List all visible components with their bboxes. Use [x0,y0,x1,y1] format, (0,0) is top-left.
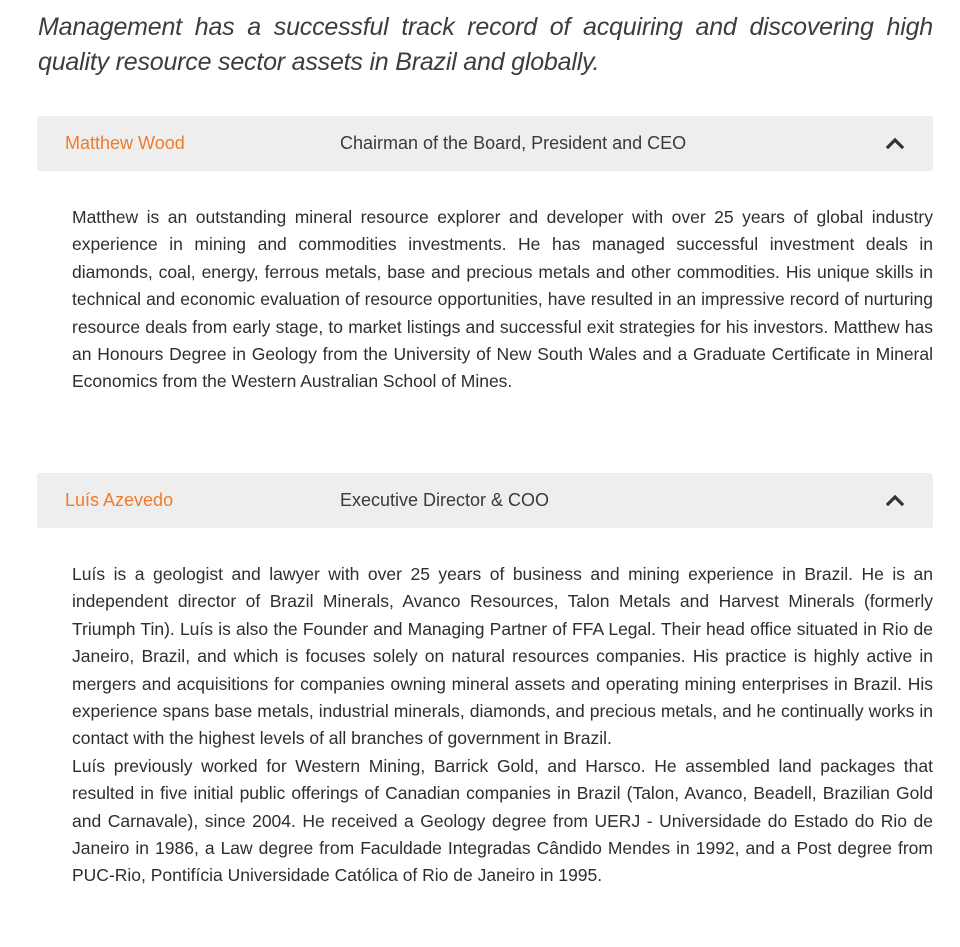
accordion-body-luis-azevedo [72,561,933,890]
person-name: Luís Azevedo [65,490,174,510]
person-title: Executive Director & COO [340,490,550,510]
person-title: Chairman of the Board, President and CEO [340,133,687,153]
bio-paragraph: Luís is a geologist and lawyer with over 25 years of business and mining experience in Brazil. He is an independent director of Brazil Minerals, Avanco Resources, Talon Metals and Harvest Minerals (formerly Triumph Tin). Luís is also the Founder and Managing Partner of FFA Legal. Their head office situated in Rio de Janeiro, Brazil, and which is focuses solely on natural resources companies. His practice is highly active in mergers and acquisitions for companies owning mineral assets and operating mining enterprises in Brazil. His experience spans base metals, industrial minerals, diamonds, and precious metals, and he continually works in contact with the highest levels of all branches of government in Brazil. [72,564,933,749]
accordion-body-matthew-wood [72,204,933,396]
person-name: Matthew Wood [65,133,185,153]
bio-paragraph: Luís previously worked for Western Mining, Barrick Gold, and Harsco. He assembled land packages that resulted in five initial public offerings of Canadian companies in Brazil (Talon, Avanco, Beadell, Brazilian Gold and Carnavale), since 2004. He received a Geology degree from UERJ - Universidade do Estado do Rio de Janeiro in 1986, a Law degree from Faculdade Integradas Cândido Mendes in 1992, and a Post degree from PUC-Rio, Pontifícia Universidade Católica of Rio de Janeiro in 1995. [72,755,933,886]
chevron-up-icon[interactable] [886,494,904,506]
accordion-header-matthew-wood[interactable] [37,116,933,171]
chevron-up-icon[interactable] [886,137,904,149]
accordion-header-luis-azevedo[interactable] [37,473,933,528]
intro-text: Management has a successful track record of acquiring and discovering high quality resource sector assets in Brazil and globally. [38,13,933,76]
bio-paragraph: Matthew is an outstanding mineral resource explorer and developer with over 25 years of global industry experience in mining and commodities investments. He has managed successful investment deals in diamonds, coal, energy, ferrous metals, base and precious metals and other commodities. His unique skills in technical and economic evaluation of resource opportunities, have resulted in an impressive record of nurturing resource deals from early stage, to market listings and successful exit strategies for his investors. Matthew has an Honours Degree in Geology from the University of New South Wales and a Graduate Certificate in Mineral Economics from the Western Australian School of Mines. [72,207,933,392]
